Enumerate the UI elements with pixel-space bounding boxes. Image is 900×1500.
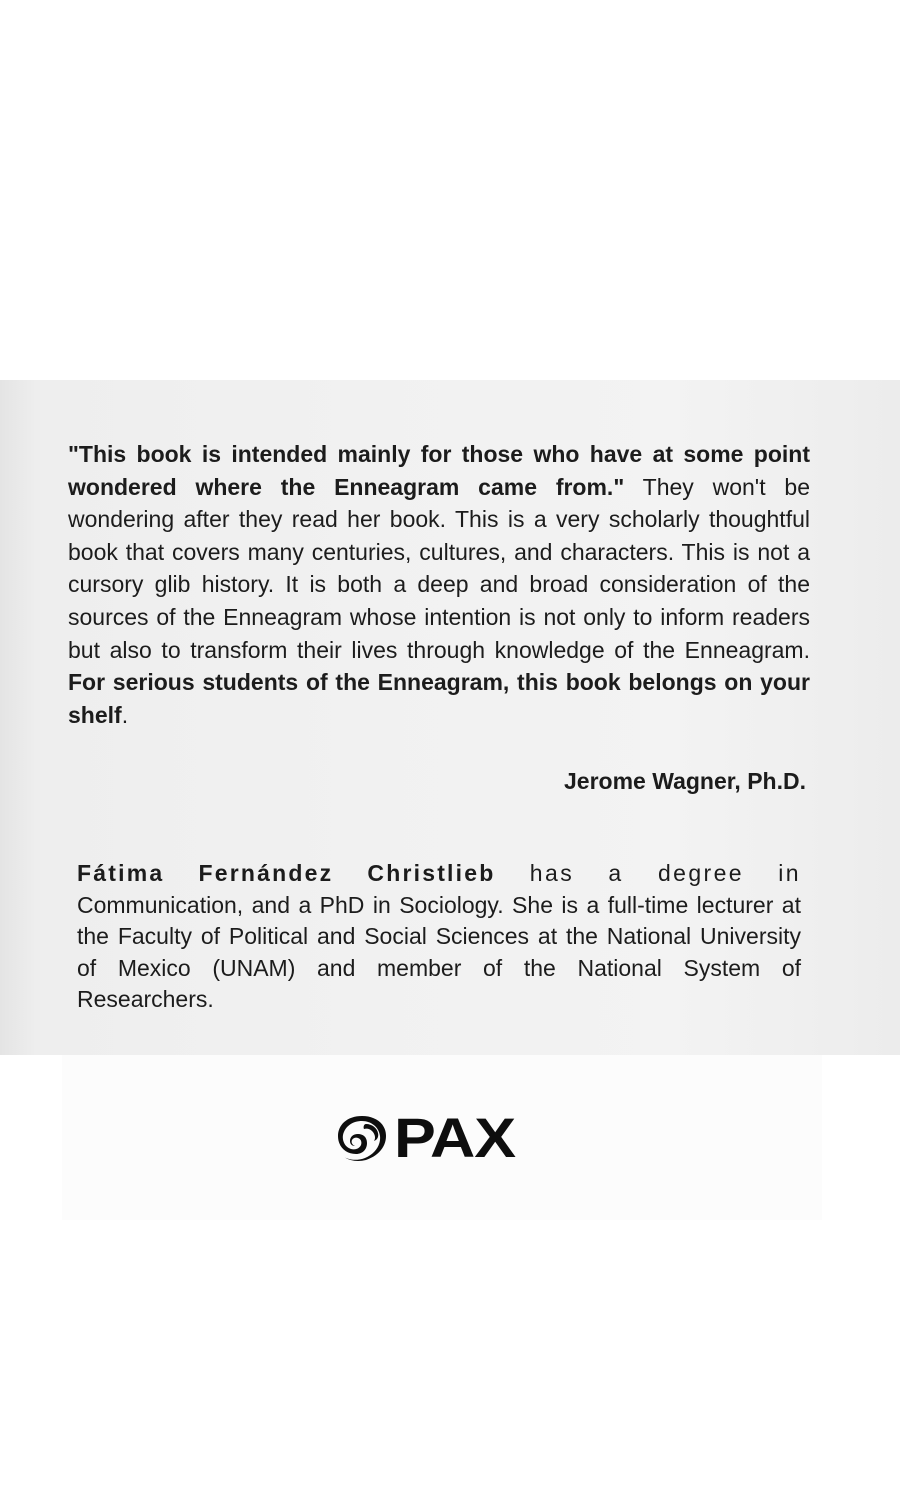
- publisher-logo-text: PAX: [394, 1106, 515, 1169]
- review-paragraph: [68, 438, 810, 731]
- author-bio: [77, 858, 801, 1016]
- author-bio-first-line: has a degree in: [495, 860, 801, 886]
- review-closing-punct: .: [121, 701, 129, 728]
- publisher-logo: [336, 1106, 515, 1169]
- review-body: They won't be wondering after they read her book. This is a very scholarly thoughtful book that covers many centuries, cultures, and characters. This is not a cursory glib history. It is both a deep and broad consideration of the sources of the Enneagram whose intention is not only to inform readers but also to transform their lives through knowledge of the Enneagram.: [68, 473, 810, 663]
- pax-swirl-icon: [336, 1114, 388, 1162]
- review-closing: For serious students of the Enneagram, this book belongs on your shelf: [68, 669, 810, 728]
- author-name: Fátima Fernández Christlieb: [77, 860, 496, 886]
- reviewer-name: Jerome Wagner, Ph.D.: [564, 768, 806, 794]
- author-bio-text: Communication, and a PhD in Sociology. She is a full-time lecturer at the Faculty of Political and Social Sciences at the National University of Mexico (UNAM) and member of the National System of Researchers.: [77, 891, 801, 1012]
- review-quote: "This book is intended mainly for those who have at some point wondered where the Enneagram came from.": [68, 441, 810, 500]
